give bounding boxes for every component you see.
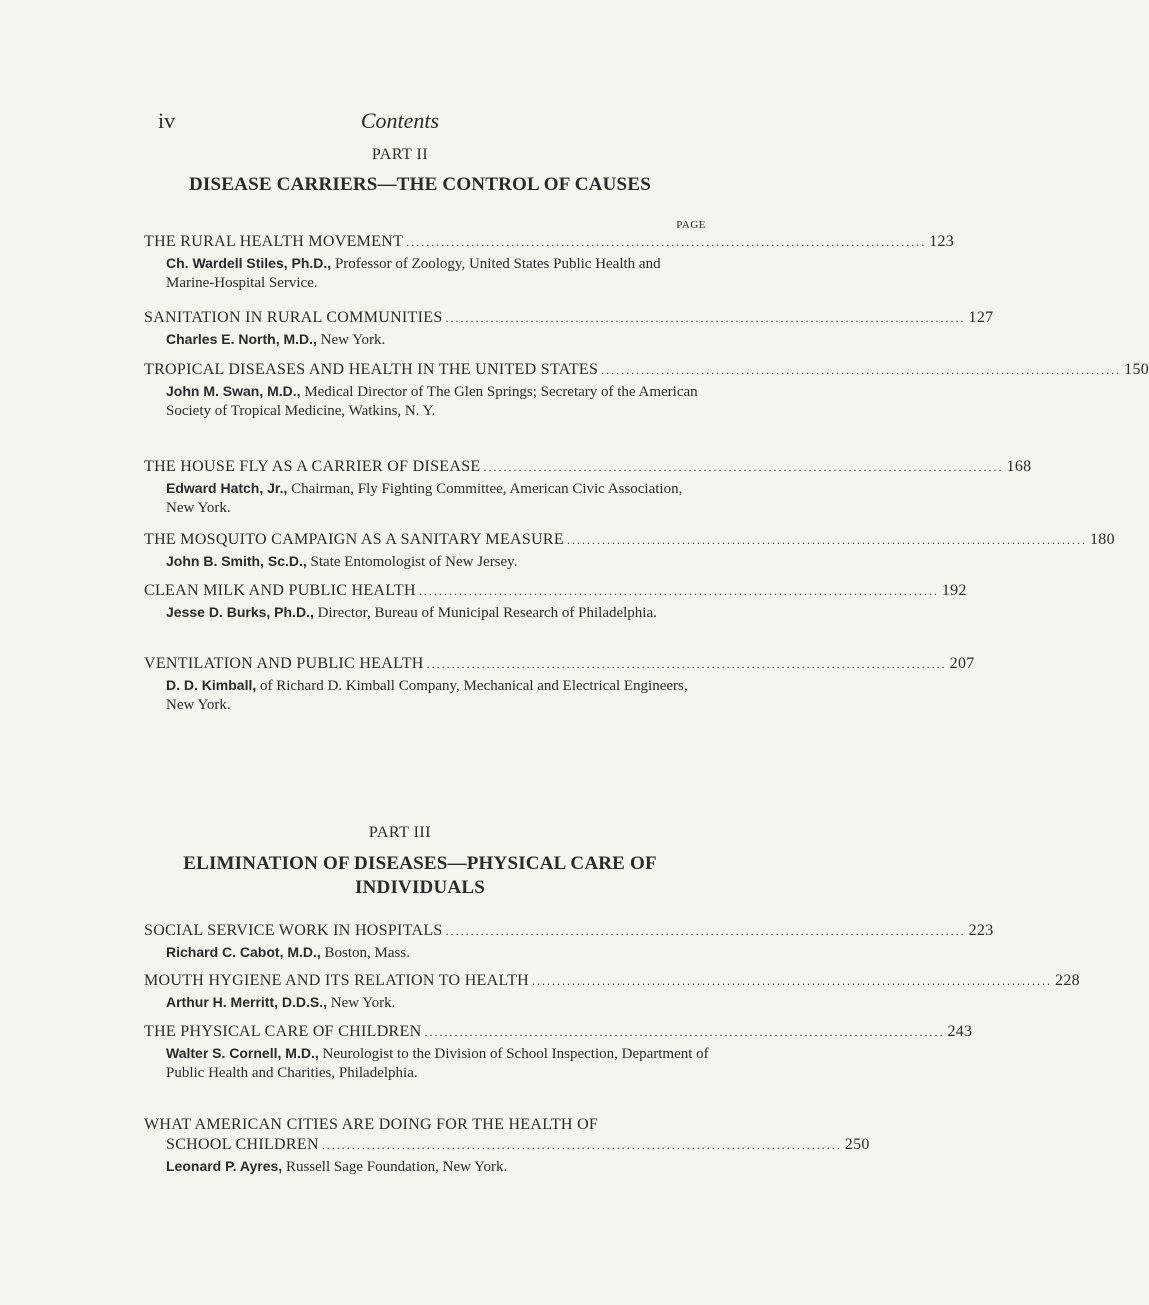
author-name: John B. Smith, Sc.D., bbox=[166, 553, 307, 569]
toc-entry[interactable] bbox=[144, 581, 967, 623]
entry-author bbox=[144, 603, 709, 623]
toc-entry[interactable] bbox=[144, 457, 1032, 518]
entry-page: 243 bbox=[947, 1023, 973, 1040]
author-name: Leonard P. Ayres, bbox=[166, 1158, 283, 1174]
author-name: Richard C. Cabot, M.D., bbox=[166, 944, 321, 960]
entry-page: 250 bbox=[844, 1136, 870, 1153]
entry-title: SOCIAL SERVICE WORK IN HOSPITALS bbox=[144, 922, 443, 939]
toc-entry[interactable] bbox=[144, 360, 1149, 421]
entry-author bbox=[144, 254, 709, 293]
entry-title: THE PHYSICAL CARE OF CHILDREN bbox=[144, 1023, 422, 1040]
part-title: ELIMINATION OF DISEASES—PHYSICAL CARE OF INDIVIDUALS bbox=[183, 853, 657, 898]
page-header bbox=[0, 108, 800, 138]
author-affiliation: Medical Director of The Glen Springs; Secretary of the American Society of Tropical Medicine, Watkins, N. Y. bbox=[166, 384, 698, 419]
author-name: Ch. Wardell Stiles, Ph.D., bbox=[166, 255, 332, 271]
entry-author bbox=[144, 1044, 709, 1083]
entry-author bbox=[144, 479, 709, 518]
author-name: Edward Hatch, Jr., bbox=[166, 480, 288, 496]
author-name: Jesse D. Burks, Ph.D., bbox=[166, 604, 314, 620]
entry-page: 123 bbox=[929, 233, 955, 250]
dot-leader: ........................................................................................................ bbox=[418, 584, 939, 598]
author-affiliation: State Entomologist of New Jersey. bbox=[306, 554, 518, 570]
author-name: D. D. Kimball, bbox=[166, 677, 257, 693]
dot-leader: ........................................................................................................ bbox=[445, 924, 966, 938]
toc-entry[interactable] bbox=[144, 921, 994, 963]
page-folio: iv bbox=[158, 108, 176, 133]
dot-leader: ........................................................................................................ bbox=[566, 533, 1087, 547]
toc-entry[interactable] bbox=[144, 1115, 870, 1177]
entry-title: SANITATION IN RURAL COMMUNITIES bbox=[144, 309, 443, 326]
part-label: PART II bbox=[371, 146, 429, 163]
dot-leader: ........................................................................................................ bbox=[532, 974, 1053, 988]
dot-leader: ........................................................................................................ bbox=[445, 311, 966, 325]
author-affiliation: Chairman, Fly Fighting Committee, American Civic Association, New York. bbox=[166, 481, 683, 516]
dot-leader: ........................................................................................................ bbox=[321, 1138, 842, 1152]
entry-page: 228 bbox=[1055, 972, 1080, 989]
dot-leader: ........................................................................................................ bbox=[483, 460, 1004, 474]
author-name: Arthur H. Merritt, D.D.S., bbox=[166, 994, 328, 1010]
entry-page: 207 bbox=[949, 655, 975, 672]
toc-entry[interactable] bbox=[144, 654, 975, 715]
entry-title: MOUTH HYGIENE AND ITS RELATION TO HEALTH bbox=[144, 972, 530, 989]
author-name: Charles E. North, M.D., bbox=[166, 331, 317, 347]
entry-author bbox=[144, 943, 709, 963]
dot-leader: ........................................................................................................ bbox=[601, 363, 1122, 377]
author-affiliation: New York. bbox=[316, 332, 386, 348]
toc-entry[interactable] bbox=[144, 232, 955, 293]
toc-entry[interactable] bbox=[144, 530, 1115, 572]
entry-author bbox=[144, 676, 709, 715]
entry-page: 180 bbox=[1089, 531, 1115, 548]
entry-title: VENTILATION AND PUBLIC HEALTH bbox=[144, 655, 424, 672]
author-name: Walter S. Cornell, M.D., bbox=[166, 1045, 319, 1061]
entry-author bbox=[144, 382, 709, 421]
dot-leader: ........................................................................................................ bbox=[424, 1025, 945, 1039]
entry-title: TROPICAL DISEASES AND HEALTH IN THE UNITED STATES bbox=[144, 361, 599, 378]
entry-title: THE RURAL HEALTH MOVEMENT bbox=[144, 233, 404, 250]
entry-title: THE MOSQUITO CAMPAIGN AS A SANITARY MEASURE bbox=[144, 531, 564, 548]
part-title: DISEASE CARRIERS—THE CONTROL OF CAUSES bbox=[189, 174, 651, 195]
toc-entry[interactable] bbox=[144, 971, 1080, 1013]
entry-page: 168 bbox=[1006, 458, 1032, 475]
entry-title: WHAT AMERICAN CITIES ARE DOING FOR THE HEALTH OF bbox=[144, 1116, 599, 1133]
entry-page: 223 bbox=[968, 922, 994, 939]
entry-page: 192 bbox=[941, 582, 967, 599]
author-affiliation: New York. bbox=[327, 995, 396, 1011]
dot-leader: ........................................................................................................ bbox=[426, 657, 947, 671]
page-column-label: PAGE bbox=[676, 219, 706, 231]
running-title: Contents bbox=[360, 108, 440, 133]
author-affiliation: Director, Bureau of Municipal Research of Philadelphia. bbox=[313, 605, 657, 621]
author-affiliation: Neurologist to the Division of School Inspection, Department of Public Health and Charities, Philadelphia. bbox=[166, 1046, 709, 1081]
author-name: John M. Swan, M.D., bbox=[166, 383, 301, 399]
toc-entry[interactable] bbox=[144, 1022, 973, 1083]
entry-title-continued: SCHOOL CHILDREN bbox=[166, 1136, 319, 1153]
author-affiliation: Professor of Zoology, United States Public Health and Marine-Hospital Service. bbox=[166, 256, 661, 291]
entry-page: 150 bbox=[1124, 361, 1149, 378]
author-affiliation: Boston, Mass. bbox=[320, 945, 410, 961]
entry-title: CLEAN MILK AND PUBLIC HEALTH bbox=[144, 582, 416, 599]
part-label: PART III bbox=[368, 824, 432, 841]
entry-author bbox=[144, 1157, 709, 1177]
dot-leader: ........................................................................................................ bbox=[406, 235, 927, 249]
toc-entry[interactable] bbox=[144, 308, 994, 350]
entry-author bbox=[144, 993, 709, 1013]
entry-title: THE HOUSE FLY AS A CARRIER OF DISEASE bbox=[144, 458, 481, 475]
entry-author bbox=[144, 552, 709, 572]
author-affiliation: Russell Sage Foundation, New York. bbox=[282, 1159, 508, 1175]
author-affiliation: of Richard D. Kimball Company, Mechanical and Electrical Engineers, New York. bbox=[166, 678, 688, 713]
entry-author bbox=[144, 330, 709, 350]
entry-page: 127 bbox=[968, 309, 994, 326]
